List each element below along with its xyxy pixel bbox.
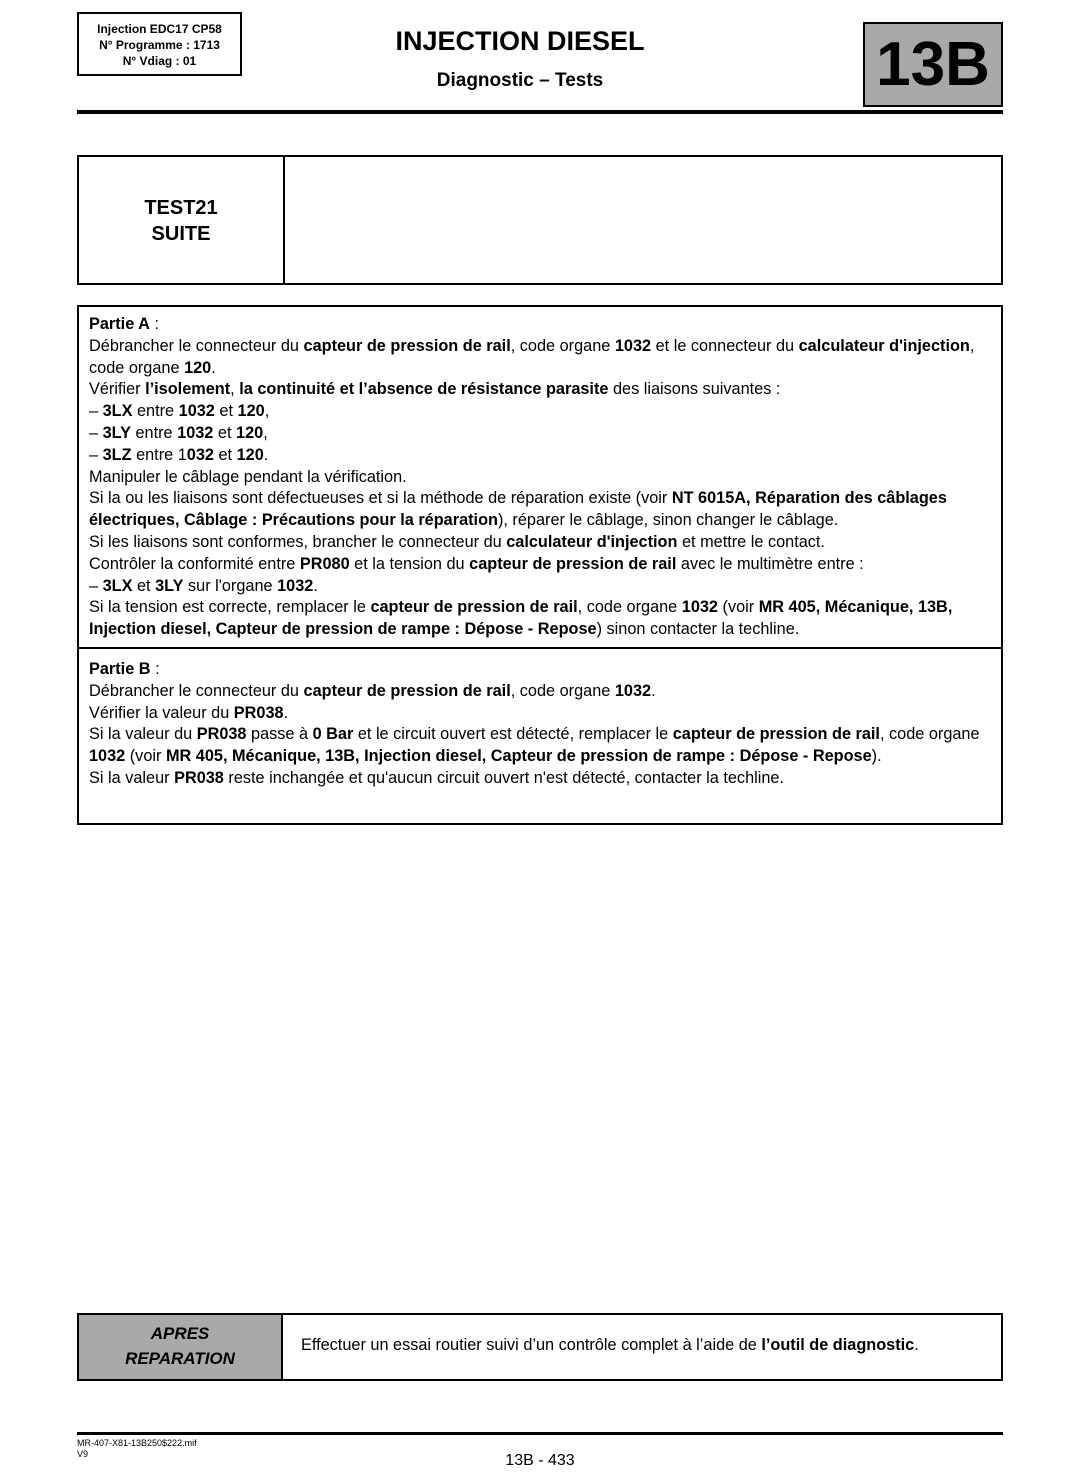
test-box-divider <box>283 157 285 283</box>
part-a-heading-suffix: : <box>149 315 159 333</box>
body-text: , code organe <box>577 598 682 617</box>
procedure-line <box>89 532 991 554</box>
body-text: Si la valeur <box>89 768 175 787</box>
emphasis-text: capteur de pression de rail <box>303 681 511 700</box>
part-separator <box>79 647 1001 649</box>
body-text: . <box>651 681 656 700</box>
procedure-line <box>89 724 991 768</box>
body-text: . <box>313 576 318 595</box>
page-title: INJECTION DIESEL <box>395 26 645 56</box>
body-text: , code organe <box>879 725 980 744</box>
procedure-line <box>89 554 991 576</box>
body-text: , <box>230 380 240 399</box>
procedure-line <box>89 445 991 467</box>
after-repair-label-line1: APRES <box>150 1324 210 1343</box>
emphasis-text: capteur de pression de rail <box>370 598 578 617</box>
emphasis-text: capteur de pression de rail <box>469 554 677 573</box>
body-text: reste inchangée et qu'aucun circuit ouvert n'est détecté, contacter la techline. <box>223 768 784 787</box>
emphasis-text: 1032 <box>614 336 652 355</box>
body-text: ) sinon contacter la techline. <box>596 620 800 639</box>
engine-id: Injection EDC17 CP58 <box>97 22 222 36</box>
emphasis-text: PR080 <box>299 554 350 573</box>
emphasis-text: 1032 <box>681 598 718 617</box>
procedure-line <box>89 336 991 380</box>
body-text: entre <box>132 402 179 421</box>
body-text: . <box>211 358 216 377</box>
test-header-box <box>77 155 1003 285</box>
after-repair-label <box>79 1315 283 1379</box>
body-text: et le connecteur du <box>651 336 799 355</box>
vdiag-number: N° Vdiag : 01 <box>122 54 197 68</box>
body-text: et mettre le contact. <box>677 532 825 551</box>
body-text: Débrancher le connecteur du <box>89 681 304 700</box>
body-text: Si la ou les liaisons sont défectueuses et si la méthode de réparation existe (voir <box>89 489 672 508</box>
document-id-box <box>77 12 242 76</box>
body-text: entre 1 <box>131 445 187 464</box>
test-number: TEST21 <box>144 197 218 219</box>
emphasis-text: 3LY <box>155 576 184 595</box>
procedure-line <box>89 681 991 703</box>
emphasis-text: 1032 <box>277 576 314 595</box>
body-text: – <box>89 445 103 464</box>
body-text: . <box>263 445 269 464</box>
body-text: , code organe <box>89 336 975 377</box>
emphasis-text: 3LX <box>102 402 133 421</box>
emphasis-text: 3LY <box>102 423 131 442</box>
after-repair-text <box>301 1336 919 1355</box>
body-text: (voir <box>718 598 759 617</box>
procedure-line <box>89 379 991 401</box>
body-text: Si la tension est correcte, remplacer le <box>89 598 371 617</box>
procedure-line <box>89 423 991 445</box>
emphasis-text: 032 <box>186 445 214 464</box>
emphasis-text: l’isolement <box>145 380 231 399</box>
body-text: et <box>214 402 238 421</box>
body-text: . <box>283 703 289 722</box>
body-text: Effectuer un essai routier suivi d’un contrôle complet à l’aide de <box>301 1336 762 1354</box>
emphasis-text: 120 <box>236 423 264 442</box>
body-text: – <box>89 576 103 595</box>
emphasis-text: 120 <box>237 402 265 421</box>
procedure-line <box>89 488 991 532</box>
emphasis-text: calculateur d'injection <box>506 532 678 551</box>
chapter-badge: 13B <box>863 22 1003 107</box>
body-text: entre <box>130 423 178 442</box>
body-text: Si les liaisons sont conformes, brancher le connecteur du <box>89 532 507 551</box>
emphasis-text: MR 405, Mécanique, 13B, Injection diesel, Capteur de pression de rampe : Dépose - Repose <box>165 747 872 766</box>
emphasis-text: 3LX <box>102 576 133 595</box>
emphasis-text: l’outil de diagnostic <box>761 1336 915 1354</box>
after-repair-box <box>77 1313 1003 1381</box>
body-text: et le circuit ouvert est détecté, remplacer le <box>353 725 673 744</box>
after-repair-label-line2: REPARATION <box>125 1349 235 1368</box>
footer-file-ref: MR-407-X81-13B250$222.mif <box>77 1438 197 1448</box>
procedure-line <box>89 401 991 423</box>
emphasis-text: PR038 <box>233 703 284 722</box>
emphasis-text: 1032 <box>614 681 652 700</box>
procedure-line <box>89 576 991 598</box>
body-text: avec le multimètre entre : <box>676 554 864 573</box>
emphasis-text: capteur de pression de rail <box>672 725 880 744</box>
body-text: et la tension du <box>349 554 470 573</box>
emphasis-text: 0 Bar <box>312 725 354 744</box>
emphasis-text: 120 <box>184 358 212 377</box>
body-text: , <box>264 402 270 421</box>
part-b-lines <box>89 681 991 790</box>
emphasis-text: 1032 <box>177 423 214 442</box>
emphasis-text: 120 <box>236 445 264 464</box>
emphasis-text: capteur de pression de rail <box>303 336 511 355</box>
body-text: sur l'organe <box>183 576 278 595</box>
procedure-line <box>89 768 991 790</box>
emphasis-text: 1032 <box>89 747 126 766</box>
body-text: , <box>263 423 268 442</box>
page-subtitle: Diagnostic – Tests <box>436 70 604 91</box>
body-text: , code organe <box>510 336 615 355</box>
part-b-section <box>79 659 1001 790</box>
body-text: Vérifier la valeur du <box>89 703 234 722</box>
part-a-section <box>79 314 1001 641</box>
part-a-lines <box>89 336 991 641</box>
footer-version: V9 <box>77 1449 89 1459</box>
body-text: passe à <box>246 725 313 744</box>
emphasis-text: calculateur d'injection <box>798 336 970 355</box>
page-number: 13B - 433 <box>505 1452 575 1469</box>
program-number: N° Programme : 1713 <box>99 38 220 52</box>
emphasis-text: 3LZ <box>102 445 132 464</box>
emphasis-text: PR038 <box>196 725 247 744</box>
procedure-line <box>89 467 991 489</box>
body-text: Si la valeur du <box>89 725 197 744</box>
test-procedure-box <box>77 305 1003 825</box>
emphasis-text: NT 6015A, Réparation des câblages électriques, Câblage : Précautions pour la réparation <box>89 489 947 530</box>
body-text: et <box>132 576 156 595</box>
procedure-line <box>89 703 991 725</box>
emphasis-text: 1032 <box>178 402 215 421</box>
header-divider <box>77 110 1003 114</box>
body-text: (voir <box>125 747 166 766</box>
body-text: – <box>89 423 103 442</box>
body-text: et <box>213 445 237 464</box>
emphasis-text: PR038 <box>174 768 224 787</box>
part-a-heading: Partie A <box>89 315 150 333</box>
part-b-heading-line <box>89 659 991 681</box>
emphasis-text: la continuité et l’absence de résistance parasite <box>239 380 609 399</box>
footer-divider <box>77 1432 1003 1435</box>
part-a-heading-line <box>89 314 991 336</box>
body-text: , code organe <box>510 681 615 700</box>
test-label <box>79 195 283 247</box>
test-continuation: SUITE <box>151 223 211 245</box>
body-text: des liaisons suivantes : <box>608 380 781 399</box>
part-b-heading-suffix: : <box>150 660 160 678</box>
body-text: et <box>213 423 237 442</box>
emphasis-text: MR 405, Mécanique, 13B, Injection diesel, Capteur de pression de rampe : Dépose - Repose <box>89 598 953 639</box>
body-text: ), réparer le câblage, sinon changer le câblage. <box>497 511 839 530</box>
body-text: Vérifier <box>89 380 146 399</box>
body-text: Débrancher le connecteur du <box>89 336 304 355</box>
part-b-heading: Partie B <box>89 660 151 678</box>
body-text: Manipuler le câblage pendant la vérification. <box>89 467 407 486</box>
footer-reference <box>77 1438 197 1460</box>
body-text: . <box>914 1336 919 1354</box>
body-text: – <box>89 402 103 421</box>
body-text: ). <box>871 747 882 766</box>
procedure-line <box>89 597 991 641</box>
body-text: Contrôler la conformité entre <box>89 554 300 573</box>
